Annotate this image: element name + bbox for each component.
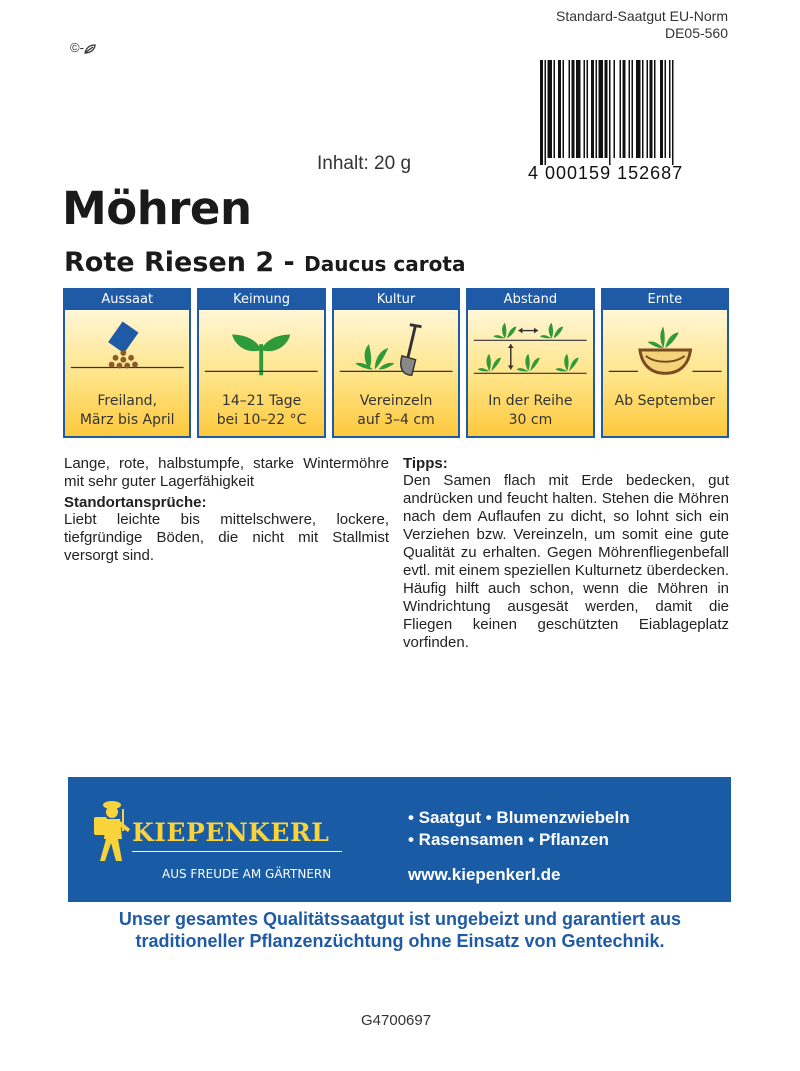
barcode-bar (596, 60, 598, 158)
info-box-header: Kultur (376, 292, 416, 307)
barcode (538, 60, 728, 165)
barcode-bar (605, 60, 608, 158)
copyright-text: ©- (70, 40, 84, 55)
barcode-bar (672, 60, 674, 165)
seedling-icon (199, 314, 323, 386)
info-box-line-1: 14–21 Tage (221, 393, 302, 409)
info-box-line-1: Ab September (614, 393, 715, 409)
norm-line-1: Standard-Saatgut EU-Norm (556, 8, 728, 24)
barcode-bar (599, 60, 604, 158)
variety-description: Lange, rote, halbstumpfe, starke Wintermöhre mit sehr guter Lagerfähigkeit (64, 455, 389, 490)
barcode-bar (563, 60, 565, 158)
brand-tagline: AUS FREUDE AM GÄRTNERN (162, 867, 332, 881)
info-box-header: Ernte (647, 292, 683, 307)
barcode-bar (558, 60, 561, 158)
product-title: Möhren (62, 182, 252, 235)
article-code: G4700697 (361, 1012, 432, 1029)
product-range-line-1: • Saatgut • Blumenzwiebeln (408, 808, 630, 827)
info-box-aussaat (63, 288, 191, 438)
barcode-bar (636, 60, 641, 158)
info-box-line-1: In der Reihe (488, 393, 573, 409)
info-box-line-1: Vereinzeln (359, 393, 433, 409)
barcode-bar (620, 60, 622, 158)
latin-name: Daucus carota (304, 252, 466, 276)
barcode-bar (569, 60, 571, 158)
location-text: Liebt leichte bis mittelschwere, lockere, tiefgründige Böden, die nicht mit Stallmist versorgt sind. (64, 511, 389, 564)
brand-banner (68, 777, 731, 902)
kiepenkerl-figure-icon (92, 799, 134, 865)
content-weight: Inhalt: 20 g (317, 153, 412, 174)
barcode-bar (660, 60, 663, 158)
product-range (408, 807, 630, 851)
barcode-bar (650, 60, 653, 158)
info-box-kultur (332, 288, 460, 438)
barcode-bar (554, 60, 556, 158)
info-box-keimung (197, 288, 325, 438)
spade-icon (334, 314, 458, 386)
sowing-icon (65, 314, 189, 386)
barcode-bar (609, 60, 611, 165)
quality-line-1: Unser gesamtes Qualitätssaatgut ist ungebeizt und garantiert aus (118, 909, 682, 929)
brand-name: KIEPENKERL (132, 818, 330, 847)
info-box-abstand (466, 288, 594, 438)
barcode-bar (669, 60, 671, 158)
seed-standard-label (556, 8, 728, 42)
location-heading: Standortansprüche: (64, 494, 207, 511)
barcode-bar (540, 60, 543, 165)
leaf-icon (84, 44, 96, 54)
norm-line-2: DE05-560 (664, 25, 728, 41)
barcode-bar (545, 60, 547, 165)
spacing-icon (468, 314, 592, 386)
barcode-bar (642, 60, 644, 158)
info-box-header: Aussaat (101, 292, 154, 307)
barcode-bar (629, 60, 631, 158)
tips-heading: Tipps: (403, 455, 448, 472)
barcode-bar (587, 60, 589, 158)
description-column (64, 455, 389, 565)
harvest-bowl-icon (603, 314, 727, 386)
growing-info-boxes (63, 288, 729, 438)
variety-name: Rote Riesen 2 - (64, 247, 305, 278)
barcode-bar (591, 60, 594, 158)
quality-line-2: traditioneller Pflanzenzüchtung ohne Einsatz von Gentechnik. (135, 931, 665, 951)
brand-divider (132, 851, 342, 852)
info-box-line-2: 30 cm (508, 412, 553, 428)
barcode-bar (654, 60, 656, 158)
quality-statement (60, 908, 740, 952)
barcode-bar (584, 60, 586, 158)
info-box-ernte (601, 288, 729, 438)
product-range-line-2: • Rasensamen • Pflanzen (408, 830, 609, 849)
info-box-header: Keimung (233, 292, 291, 307)
barcode-bar (632, 60, 634, 158)
barcode-bar (548, 60, 553, 158)
info-box-header: Abstand (503, 292, 558, 307)
info-box-line-2: März bis April (79, 412, 175, 428)
barcode-digits: 4 000159 152687 (528, 163, 684, 183)
website-link[interactable]: www.kiepenkerl.de (408, 865, 561, 884)
barcode-bar (623, 60, 626, 158)
tips-text: Den Samen flach mit Erde bedecken, gut andrücken und feucht halten. Stehen die Möhren nach dem Auflaufen zu dicht, so lohnt sich ein Verziehen bzw. Vereinzeln, um somit eine gute Qualität zu erhalten. Gegen Möhrenfliegenbefall evtl. mit einem speziellen Kulturnetz überdecken. Häufig hilft auch schon, wenn die Möhren in Windrichtung ausgesät werden, damit die Fliegen keinen geschützten Eiablageplatz vorfinden. (403, 472, 730, 651)
info-box-line-2: bei 10–22 °C (216, 412, 307, 428)
info-box-line-2: auf 3–4 cm (357, 412, 435, 428)
copyright-mark (70, 40, 96, 55)
info-box-line-1: Freiland, (97, 393, 158, 409)
barcode-bar (647, 60, 649, 158)
product-subtitle (64, 247, 465, 278)
tips-column (403, 455, 729, 652)
barcode-bar (576, 60, 581, 158)
barcode-bar (665, 60, 667, 158)
barcode-bar (614, 60, 616, 158)
barcode-bar (572, 60, 575, 158)
